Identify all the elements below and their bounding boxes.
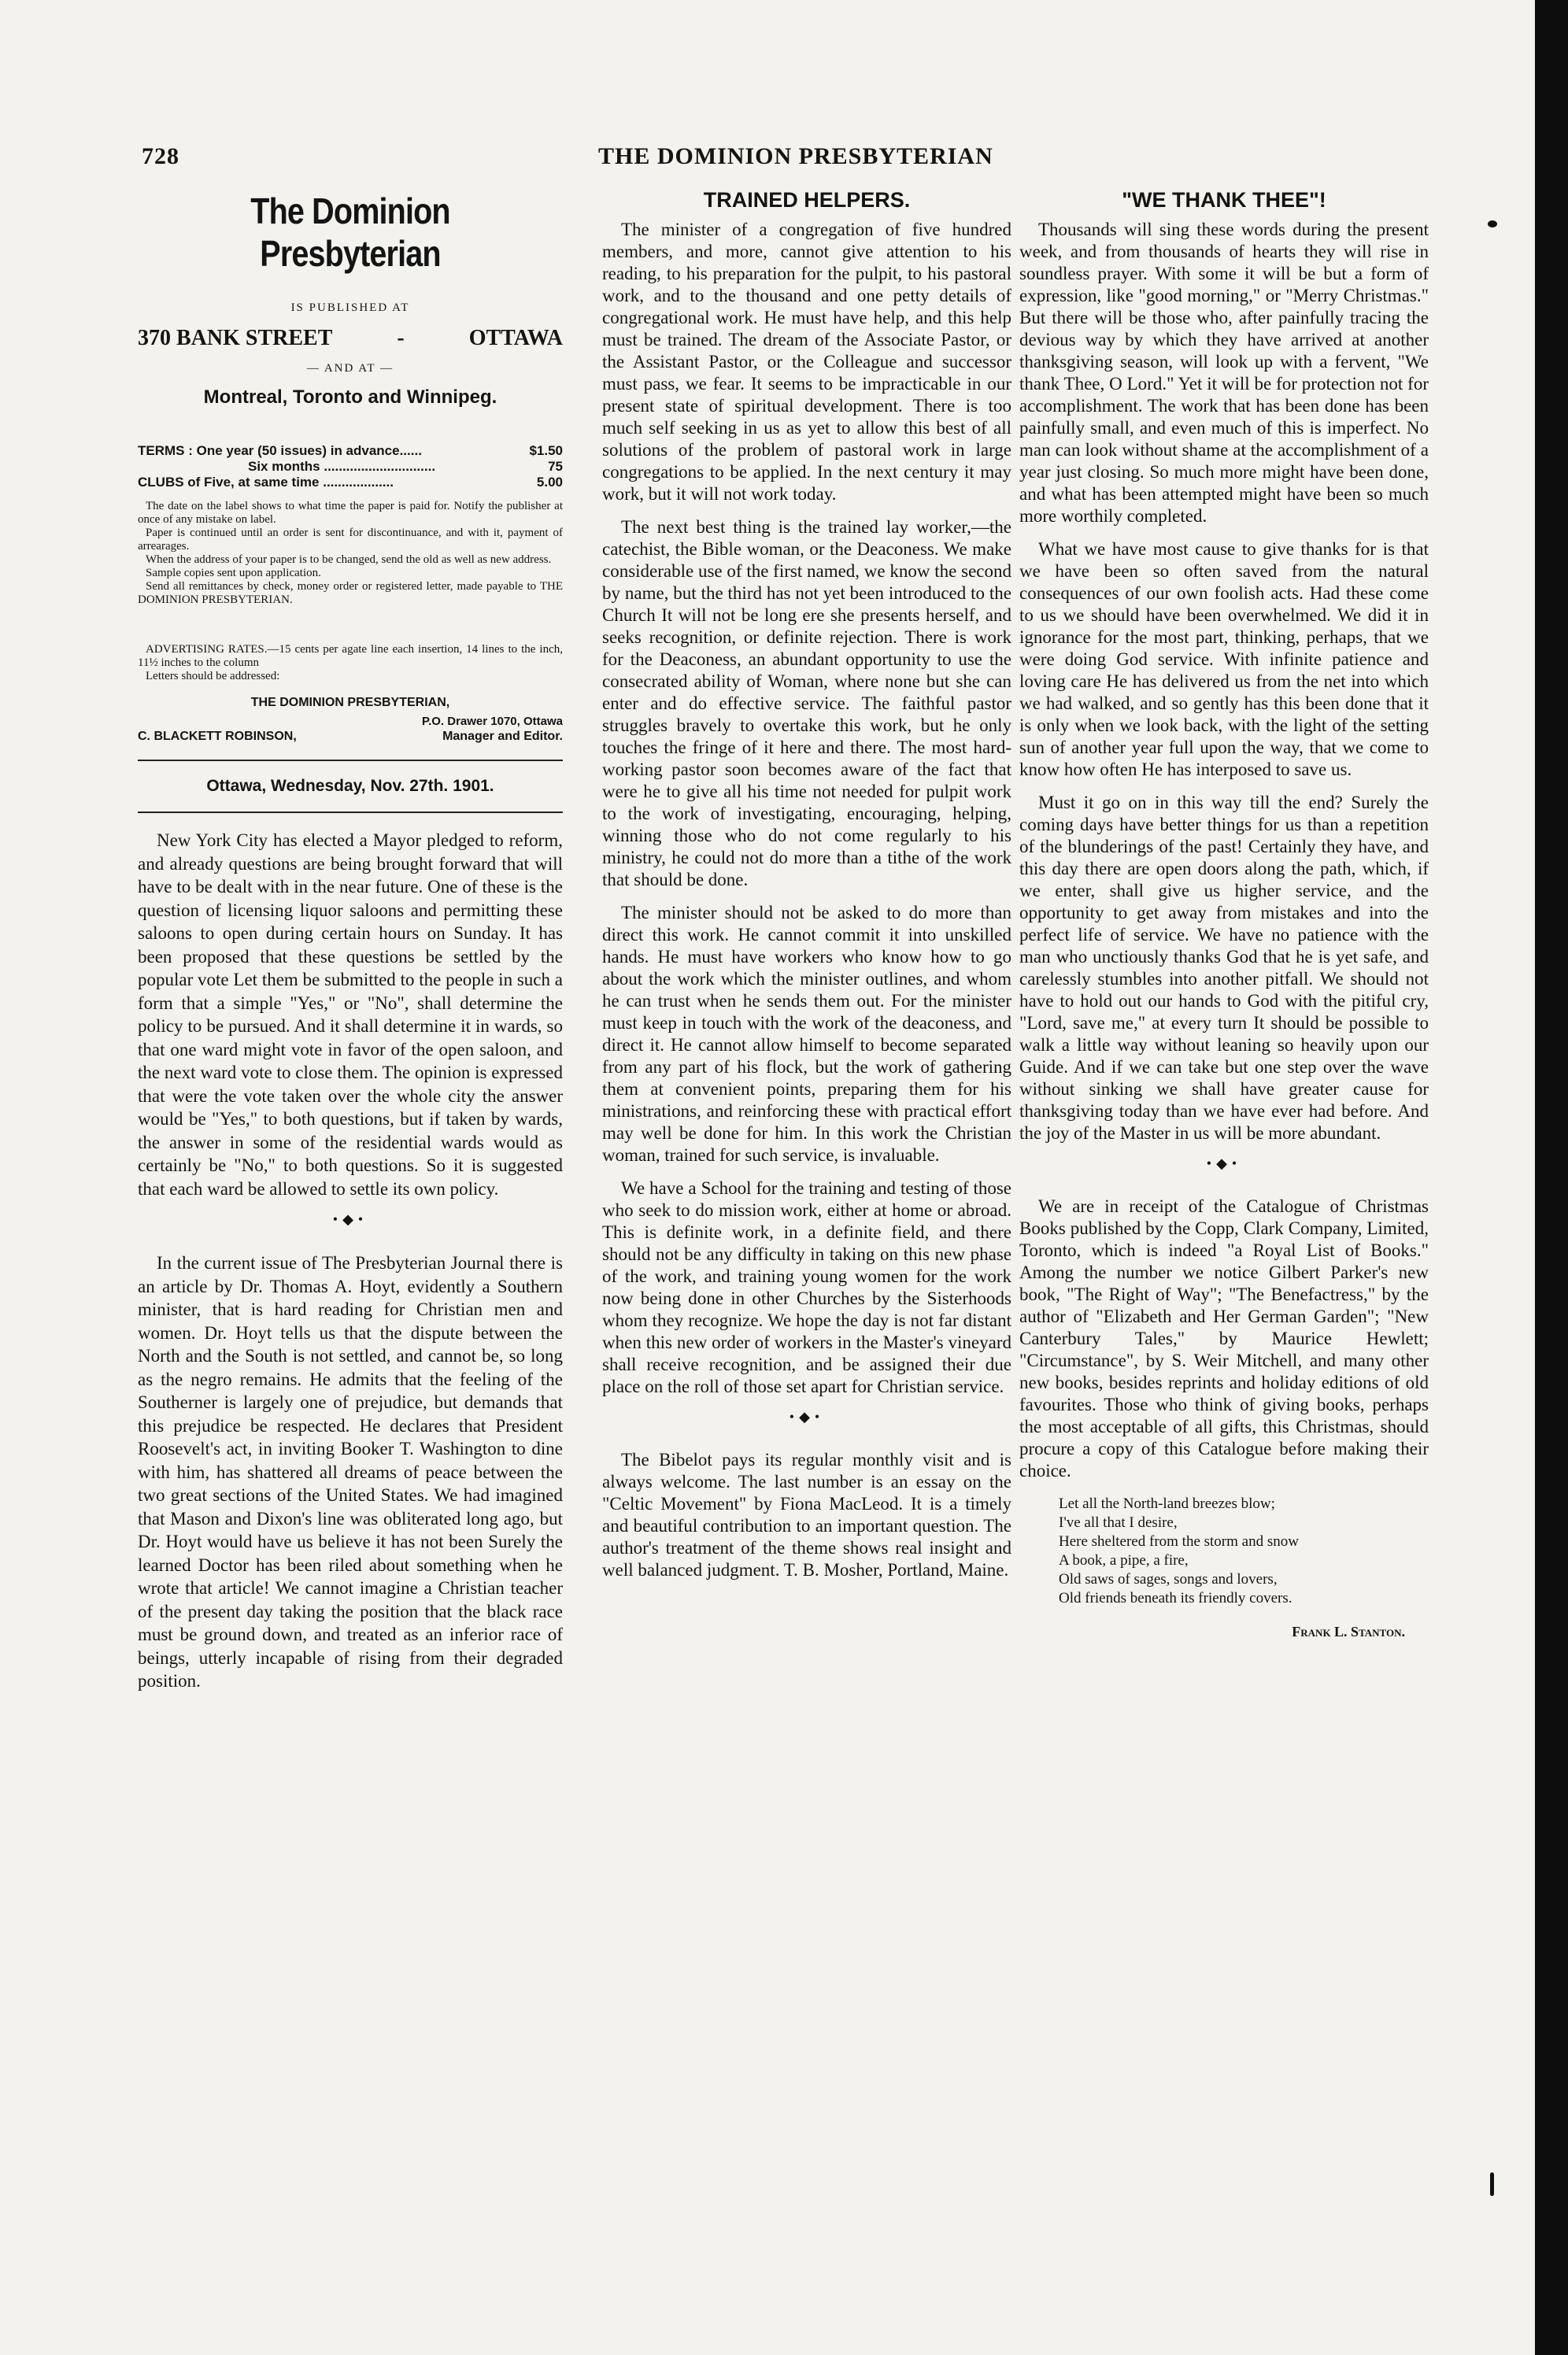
letters-addressed: Letters should be addressed: (146, 670, 280, 682)
rule-bottom (138, 811, 563, 813)
published-at: IS PUBLISHED AT (290, 301, 410, 314)
separator-ornament: •◆• (789, 1409, 825, 1425)
poem-line: Here sheltered from the storm and snow (1059, 1533, 1299, 1550)
column-we-thank-thee (1019, 185, 1429, 1640)
separator-ornament: •◆• (332, 1211, 368, 1227)
running-header-title: THE DOMINION PRESBYTERIAN (598, 143, 993, 169)
publisher-name: THE DOMINION PRESBYTERIAN, (250, 696, 450, 709)
subscription-notes (138, 500, 563, 607)
poem-signature: Frank L. Stanton. (1292, 1624, 1405, 1640)
trained-helpers-p4: We have a School for the training and testing of those who seek to do mission work, either at home or abroad. This is definite work, in a definite field, and there should not be any difficulty in taking on this new phase of the work, and training young women for the work now being done in other Churches by the Sisterhoods whom they recognize. We hope the day is not far distant when this new order of workers in the Master's vineyard shall receive recognition, and be assigned their due place on the roll of those set apart for Christian service. (602, 1178, 1011, 1396)
poem-line: A book, a pipe, a fire, (1059, 1552, 1189, 1569)
advertising-block (138, 643, 563, 683)
street-address: 370 BANK STREET (138, 326, 333, 350)
note-continued: Paper is continued until an order is sent for discontinuance, and with it, payment of arrearages. (138, 527, 563, 553)
note-label-date: The date on the label shows to what time the paper is paid for. Notify the publisher at once of any mistake on label. (138, 500, 563, 526)
address-dash: - (397, 326, 405, 350)
masthead-title: The Dominion Presbyterian (250, 190, 450, 274)
rule-top (138, 760, 563, 761)
column-masthead (138, 185, 563, 1704)
poem-line: I've all that I desire, (1059, 1514, 1178, 1531)
scan-speck (1490, 2172, 1494, 2196)
terms-six-price: 75 (548, 459, 563, 474)
column-trained-helpers (602, 185, 1011, 1592)
city-name: OTTAWA (468, 326, 563, 350)
terms-label: TERMS : (138, 443, 193, 458)
trained-helpers-p2: The next best thing is the trained lay worker,—the catechist, the Bible woman, or the Deaconess. We make considerable use of the first named, we know the second by name, but the third has not yet been introduced to the Church It will not be long ere she presents herself, and seeks recognition, or definite rejection. There is work for the Deaconess, an abundant opportunity to use the consecrated ability of Woman, where none but she can enter and do effective service. The faithful pastor struggles bravely to overtake this work, but he only touches the fringe of it here and there. The most hard-working pastor soon becomes aware of the fact that were he to give all his time not needed for pulpit work to the work of investigating, encouraging, helping, winning those who do not come regularly to his ministry, he could not do more than a tithe of the work that should be done. (602, 517, 1011, 889)
separator-ornament: •◆• (1206, 1155, 1242, 1171)
thank-thee-p3: Must it go on in this way till the end? Surely the coming days have better things for us than a repetition of the blunderings of the past! Certainly they have, and this day there are open doors along the path, which, if we enter, shall give us higher service, and the opportunity to get away from mistakes and into the perfect life of service. We have no patience with the man who unctiously thanks God that he is yet safe, and carelessly stumbles into another pitfall. We should not have to hold out our hands to God with the pitiful cry, "Lord, save me," at every turn It should be possible to walk a little way without leaning so heavily upon our Guide. And if we can take but one step over the wave without sinking we shall have greater cause for thanksgiving today than we have ever had before. And the joy of the Master in us will be more abundant. (1019, 793, 1429, 1143)
poem-line: Old friends beneath its friendly covers. (1059, 1590, 1292, 1606)
note-samples: Sample copies sent upon application. (146, 567, 321, 579)
trained-helpers-p1: The minister of a congregation of five hundred members, and more, cannot give attention to his reading, to his preparation for the pulpit, to his pastoral work, and to the thousand and one petty details of congregational work. He must have help, and this help must be trained. The dream of the Associate Pastor, or the Assistant Pastor, or the Colleague and successor must pass, we fear. It seems to be impracticable in our present state of spiritual development. There is too much self seeking in us as yet to allow this best of all solutions of the problem of pastoral work in large congregations to be applied. In the next century it may work, but it will not work today. (602, 220, 1011, 504)
editor-line (138, 730, 563, 744)
catalogue-notice: We are in receipt of the Catalogue of Christmas Books published by the Copp, Clark Company, Limited, Toronto, which is indeed "a Royal List of Books." Among the number we notice Gilbert Parker's new book, "The Right of Way"; "The Benefactress," by the author of "Elizabeth and Her German Garden"; "New Canterbury Tales," by Maurice Hewlett; "Circumstance", by S. Weir Mitchell, and many other new books, besides reprints and holiday editions of old favourites. Those who think of giving books, perhaps the most acceptable of all gifts, this Christmas, should procure a copy of this Catalogue before making their choice. (1019, 1196, 1429, 1481)
advertising-rates: ADVERTISING RATES.—15 cents per agate line each insertion, 14 lines to the inch, 11½ inches to the column (138, 643, 563, 669)
dateline: Ottawa, Wednesday, Nov. 27th. 1901. (206, 777, 494, 795)
publisher-drawer: P.O. Drawer 1070, Ottawa (422, 715, 563, 728)
terms-clubs: CLUBS of Five, at same time ................... (138, 475, 394, 490)
terms-year-row (138, 443, 563, 459)
terms-clubs-price: 5.00 (536, 475, 563, 490)
article-heading-trained-helpers: TRAINED HELPERS. (703, 188, 911, 212)
page-number: 728 (142, 143, 179, 169)
and-at: — AND AT — (306, 362, 394, 375)
bibelot-notice: The Bibelot pays its regular monthly visit and is always welcome. The last number is an essay on the "Celtic Movement" by Fiona MacLeod. It is a timely and beautiful contribution to an important question. The author's treatment of the theme shows real insight and well balanced judgment. T. B. Mosher, Portland, Maine. (602, 1450, 1011, 1580)
article-heading-we-thank-thee: "WE THANK THEE"! (1122, 188, 1326, 212)
address-line (138, 326, 563, 351)
poem-quote (1059, 1495, 1429, 1608)
thank-thee-p1: Thousands will sing these words during the present week, and from thousands of hearts they will rise in soundless prayer. With some it will be but a form of expression, like "good morning," or "Merry Christmas." But there will be those who, after painfully tracing the devious way by which they have arrived at another thanksgiving season, will look up with a fervent, "We thank Thee, O Lord." Yet it will be for protection not for accomplishment. The work that has been done has been painfully small, and even much of this is imperfect. No man can look without shame at the accomplishment of a year just closing. So much more might have been done, and what has been attempted might have been so much more worthily completed. (1019, 220, 1429, 526)
terms-six: Six months .............................. (248, 459, 436, 474)
editorial-hoyt: In the current issue of The Presbyterian Journal there is an article by Dr. Thomas A. Hoyt, evidently a Southern minister, that is hard reading for Christian men and women. Dr. Hoyt tells us that the dispute between the North and the South is not settled, and cannot be, so long as the negro remains. He admits that the feeling of the Southerner is largely one of prejudice, but demands that this prejudice be respected. He declares that President Roosevelt's act, in inviting Booker T. Washington to dine with him, has shattered all dreams of peace between the two great sections of the United States. We had imagined that Mason and Dixon's line was obliterated long ago, but Dr. Hoyt would have us believe it has not been Surely the learned Doctor has been riled about something when he wrote that article! We cannot imagine a Christian teacher of the present day taking the position that the black race must be ground down, and treated as an inferior race of beings, utterly incapable of rising from their degraded position. (138, 1253, 563, 1691)
note-address-change: When the address of your paper is to be changed, send the old as well as new address. (146, 553, 552, 566)
terms-year: One year (50 issues) in advance...... (196, 443, 422, 458)
scan-speck (1488, 220, 1497, 227)
trained-helpers-p3: The minister should not be asked to do more than direct this work. He cannot commit it into unskilled hands. He must have workers who know how to go about the work which the minister outlines, and whom he can trust when he sends them out. For the minister must keep in touch with the work of the deaconess, and direct it. He cannot allow himself to become separated from any part of his flock, but the work of gathering them at convenient points, preparing them for his ministrations, and reinforcing these with practical effort may well be done for him. In this work the Christian woman, trained for such service, is invaluable. (602, 903, 1011, 1165)
thank-thee-p2: What we have most cause to give thanks for is that we have been so often saved from the natural consequences of our own foolish acts. Had these come to us we should have been overwhelmed. We did it in ignorance for the most part, thinking, perhaps, that we were doing God service. With infinite patience and loving care He has delivered us from the net into which we had walked, and so gently has this been done that it is only when we look back, with the light of the setting sun of another year full upon the way, that we come to know how often He has interposed to save us. (1019, 539, 1429, 779)
editor-name: C. BLACKETT ROBINSON, (138, 730, 297, 743)
terms-six-row (138, 459, 563, 475)
poem-line: Let all the North-land breezes blow; (1059, 1495, 1275, 1512)
note-remittances: Send all remittances by check, money order or registered letter, made payable to THE DOMINION PRESBYTERIAN. (138, 580, 563, 606)
editor-role: Manager and Editor. (442, 730, 563, 743)
terms-block (138, 443, 563, 490)
terms-clubs-row (138, 475, 563, 490)
editorial-mayor: New York City has elected a Mayor pledged to reform, and already questions are being brought forward that will have to be dealt with in the near future. One of these is the question of licensing liquor saloons and permitting these saloons to open during certain hours on Sunday. It has been proposed that these questions be settled by the popular vote Let them be submitted to the people in such a form that a simple "Yes," or "No", shall determine the policy to be pursued. And it shall determine it in wards, so that one ward might vote in favor of the open saloon, and the next ward vote to close them. The opinion is expressed that were the vote taken over the whole city the answer would be "Yes," to both questions, but if taken by wards, the answer in some of the residential wards would as certainly be "No," to both questions. So it is suggested that each ward be allowed to settle its own policy. (138, 830, 563, 1199)
poem-line: Old saws of sages, songs and lovers, (1059, 1571, 1278, 1588)
terms-year-price: $1.50 (529, 443, 563, 458)
other-cities: Montreal, Toronto and Winnipeg. (203, 386, 497, 408)
